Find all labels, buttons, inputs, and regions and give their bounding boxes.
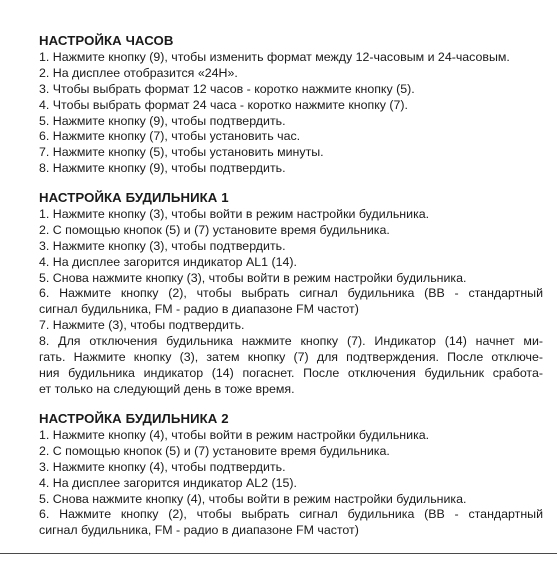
instruction-line: 7. Нажмите кнопку (5), чтобы установить минуты. bbox=[39, 145, 324, 160]
section-alarm-2-setup bbox=[39, 411, 543, 539]
instruction-line: 2. С помощью кнопок (5) и (7) установите время будильника. bbox=[39, 443, 390, 458]
instruction-line: 7. Нажмите (3), чтобы подтвердить. bbox=[39, 318, 245, 333]
bottom-divider bbox=[0, 553, 557, 554]
instruction-line: 4. На дисплее загорится индикатор AL1 (14). bbox=[39, 254, 297, 269]
instruction-line: ния будильника индикатор (14) погаснет. После отключения будильник сработа- bbox=[39, 365, 543, 380]
section-title: НАСТРОЙКА БУДИЛЬНИКА 2 bbox=[39, 411, 229, 426]
instruction-line: 1. Нажмите кнопку (9), чтобы изменить формат между 12-часовым и 24-часовым. bbox=[39, 50, 510, 64]
instruction-line: 5. Снова нажмите кнопку (3), чтобы войти в режим настройки будильника. bbox=[39, 270, 467, 285]
instruction-line: 2. С помощью кнопок (5) и (7) установите время будильника. bbox=[39, 222, 390, 237]
instruction-line: 8. Для отключения будильника нажмите кнопку (7). Индикатор (14) начнет ми- bbox=[39, 334, 543, 349]
instruction-list bbox=[39, 207, 543, 398]
instruction-line: 6. Нажмите кнопку (2), чтобы выбрать сигнал будильника (BB - стандартный bbox=[39, 286, 543, 301]
section-title: НАСТРОЙКА ЧАСОВ bbox=[39, 33, 174, 48]
instruction-list bbox=[39, 50, 543, 177]
instruction-line: 1. Нажмите кнопку (3), чтобы войти в режим настройки будильника. bbox=[39, 207, 430, 221]
instruction-line: 2. На дисплее отобразится «24H». bbox=[39, 65, 238, 80]
instruction-line: ет только на следующий день в тоже время. bbox=[39, 381, 295, 396]
section-clock-setup bbox=[39, 33, 543, 177]
instruction-list bbox=[39, 428, 543, 539]
instruction-line: сигнал будильника, FM - радио в диапазоне FM частот) bbox=[39, 523, 359, 538]
instruction-line: гать. Нажмите кнопку (3), затем кнопку (7) для подтверждения. После отключе- bbox=[39, 350, 543, 365]
instruction-line: 5. Снова нажмите кнопку (4), чтобы войти в режим настройки будильника. bbox=[39, 491, 467, 506]
section-alarm-1-setup bbox=[39, 190, 543, 398]
instruction-line: 5. Нажмите кнопку (9), чтобы подтвердить. bbox=[39, 113, 286, 128]
instruction-line: 8. Нажмите кнопку (9), чтобы подтвердить. bbox=[39, 161, 286, 176]
instruction-line: 3. Нажмите кнопку (3), чтобы подтвердить. bbox=[39, 238, 286, 253]
instruction-line: 3. Чтобы выбрать формат 12 часов - коротко нажмите кнопку (5). bbox=[39, 81, 415, 96]
instruction-line: 1. Нажмите кнопку (4), чтобы войти в режим настройки будильника. bbox=[39, 428, 430, 442]
instruction-line: 4. На дисплее загорится индикатор AL2 (15). bbox=[39, 475, 297, 490]
instruction-line: 6. Нажмите кнопку (2), чтобы выбрать сигнал будильника (BB - стандартный bbox=[39, 507, 543, 522]
instruction-line: сигнал будильника, FM - радио в диапазоне FM частот) bbox=[39, 302, 359, 317]
instruction-line: 6. Нажмите кнопку (7), чтобы установить час. bbox=[39, 129, 301, 144]
instruction-line: 3. Нажмите кнопку (4), чтобы подтвердить. bbox=[39, 459, 286, 474]
section-title: НАСТРОЙКА БУДИЛЬНИКА 1 bbox=[39, 190, 229, 205]
instruction-line: 4. Чтобы выбрать формат 24 часа - коротко нажмите кнопку (7). bbox=[39, 97, 408, 112]
